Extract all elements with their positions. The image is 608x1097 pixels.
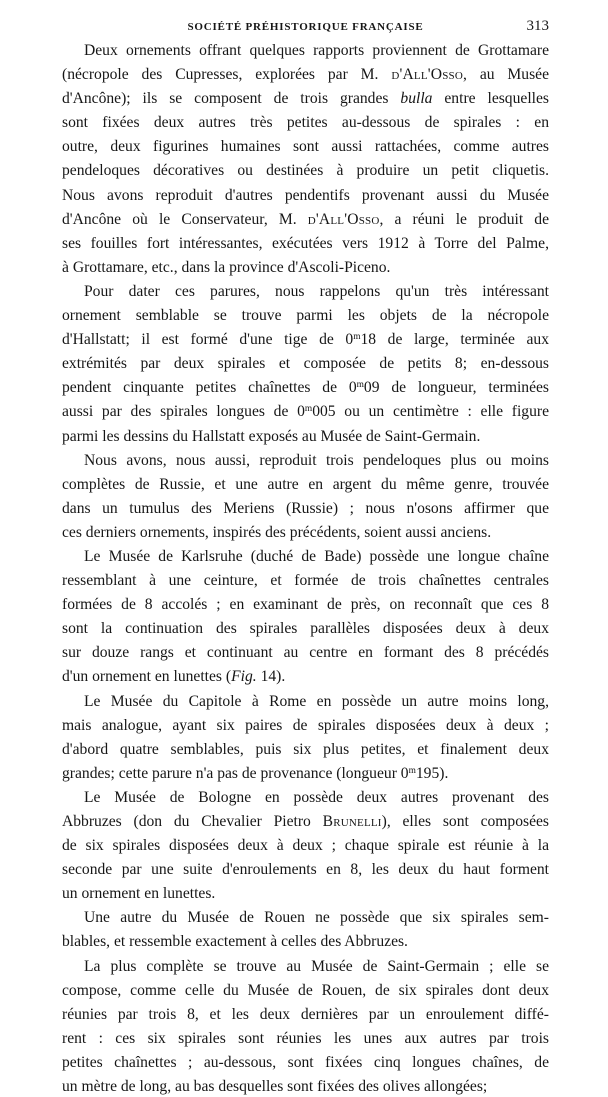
paragraph-first-line: La plus complète se trouve au Musée de Saint-Germain ; elle se xyxy=(84,957,549,975)
paragraph-line: dans un tumulus des Meriens (Russie) ; nous n'osons affirmer que xyxy=(62,499,549,517)
paragraph-line: sur douze rangs et continuant au centre en formant des 8 précédés xyxy=(62,644,549,662)
paragraph-line: à Grottamare, etc., dans la province d'Ascoli-Piceno. xyxy=(62,258,391,276)
paragraph-line: mais analogue, ayant six paires de spirales disposées deux à deux ; xyxy=(62,716,549,734)
paragraph-line: compose, comme celle du Musée de Rouen, de six spirales dont deux xyxy=(62,981,549,999)
paragraph-line: ces derniers ornements, inspirés des précédents, soient aussi anciens. xyxy=(62,523,492,541)
paragraph-line: pendeloques décoratives ou destinées à produire un petit cliquetis. xyxy=(62,162,549,180)
paragraph-first-line: Une autre du Musée de Rouen ne possède que six spirales sem- xyxy=(84,909,549,927)
paragraph-line: (nécropole des Cupresses, explorées par M. d'All'Osso, au Musée xyxy=(62,66,549,84)
running-head: SOCIÉTÉ PRÉHISTORIQUE FRANÇAISE xyxy=(187,21,424,33)
paragraph-first-line: Le Musée du Capitole à Rome en possède un autre moins long, xyxy=(84,692,549,710)
paragraph-line: seconde par une suite d'enroulements en 8, les deux du haut forment xyxy=(62,861,549,879)
paragraph-line: parmi les dessins du Hallstatt exposés au Musée de Saint-Germain. xyxy=(62,427,481,445)
paragraph-line: réunies par trois 8, et les deux dernières par un enroulement diffé- xyxy=(62,1005,549,1023)
paragraph-line: extrémités par deux spirales et composée de petits 8; en-dessous xyxy=(62,355,549,373)
page-body xyxy=(62,41,549,1097)
page-header xyxy=(62,18,549,38)
paragraph-line: pendent cinquante petites chaînettes de 0$^m$09 de longueur, terminées xyxy=(62,379,550,397)
paragraph-line: un ornement en lunettes. xyxy=(62,885,216,903)
paragraph-line: d'abord quatre semblables, puis six plus petites, et finalement deux xyxy=(62,740,549,758)
paragraph-line: de six spirales disposées deux à deux ; chaque spirale est réunie à la xyxy=(62,837,549,855)
paragraph-first-line: Pour dater ces parures, nous rappelons qu'un très intéressant xyxy=(84,282,549,300)
paragraph-first-line: Le Musée de Karlsruhe (duché de Bade) possède une longue chaîne xyxy=(84,547,549,565)
paragraph-line: aussi par des spirales longues de 0$^m$005 ou un centimètre : elle figure xyxy=(62,403,549,421)
paragraph-line: sont fixées deux autres très petites au-dessous de spirales : en xyxy=(62,114,549,132)
paragraph-line: outre, deux figurines humaines sont aussi rattachées, comme autres xyxy=(62,138,549,156)
paragraph-first-line: Deux ornements offrant quelques rapports proviennent de Grottamare xyxy=(84,42,549,59)
paragraph-line: ressemblant à une ceinture, et formée de trois chaînettes centrales xyxy=(62,572,549,590)
paragraph-line: formées de 8 accolés ; en examinant de près, on reconnaît que ces 8 xyxy=(62,596,549,614)
paragraph-first-line: Le Musée de Bologne en possède deux autres provenant des xyxy=(84,788,549,806)
paragraph-line: ses fouilles fort intéressantes, exécutées vers 1912 à Torre del Palme, xyxy=(62,234,549,252)
paragraph-line: grandes; cette parure n'a pas de provenance (longueur 0$^m$195). xyxy=(62,764,449,782)
paragraph-line: Nous avons reproduit d'autres pendentifs provenant aussi du Musée xyxy=(62,186,549,204)
paragraph-line: Abbruzes (don du Chevalier Pietro Brunelli), elles sont composées xyxy=(62,813,549,830)
paragraph-line: d'un ornement en lunettes (Fig. 14). xyxy=(62,668,286,686)
paragraph-line: blables, et ressemble exactement à celles des Abbruzes. xyxy=(62,933,408,951)
paragraph-line: rent : ces six spirales sont réunies les unes aux autres par trois xyxy=(62,1029,549,1047)
paragraph-line: d'Hallstatt; il est formé d'une tige de 0$^m$18 de large, terminée aux xyxy=(62,331,550,349)
paragraph-line: d'Ancône où le Conservateur, M. d'All'Osso, a réuni le produit de xyxy=(62,210,549,228)
paragraph-line: complètes de Russie, et une autre en argent du même genre, trouvée xyxy=(62,475,549,493)
paragraph-line: ornement semblable se trouve parmi les objets de la nécropole xyxy=(62,307,549,325)
paragraph-line: un mètre de long, au bas desquelles sont fixées des olives allongées; xyxy=(62,1078,488,1096)
paragraph-first-line: Nous avons, nous aussi, reproduit trois pendeloques plus ou moins xyxy=(84,451,549,469)
paragraph-line: sont la continuation des spirales parallèles disposées deux à deux xyxy=(62,620,549,638)
paragraph-line: petites chaînettes ; au-dessous, sont fixées cinq longues chaînes, de xyxy=(62,1053,549,1071)
paragraph-line: d'Ancône); ils se composent de trois grandes bulla entre lesquelles xyxy=(62,90,549,108)
page-number: 313 xyxy=(526,18,549,34)
